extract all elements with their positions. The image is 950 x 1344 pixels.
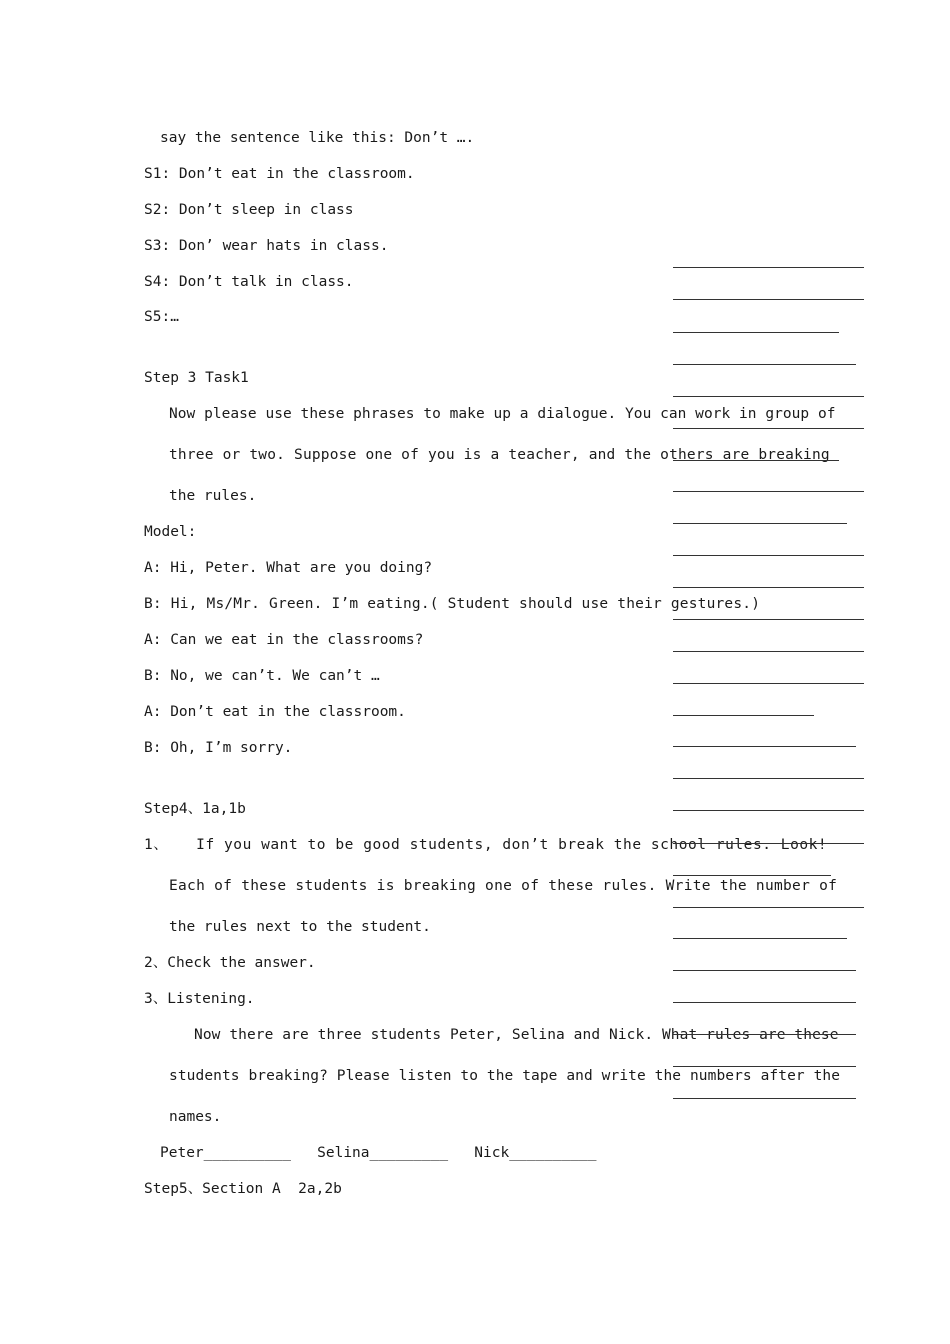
note-line xyxy=(673,875,831,876)
text-line: S4: Don’t talk in class. xyxy=(144,274,354,290)
note-line xyxy=(673,938,847,939)
note-line xyxy=(673,1034,856,1035)
section-heading: Step4、1a,1b xyxy=(144,801,246,817)
text-line: B: Oh, I’m sorry. xyxy=(144,740,293,756)
answer-blanks-line: Peter__________ Selina_________ Nick__________ xyxy=(160,1145,597,1161)
text-line: 3、Listening. xyxy=(144,991,255,1007)
note-line xyxy=(673,778,864,779)
text-line: 1、 If you want to be good students, don’t break the school rules. Look! xyxy=(144,837,828,853)
text-line: S1: Don’t eat in the classroom. xyxy=(144,166,415,182)
text-line: B: Hi, Ms/Mr. Green. I’m eating.( Student should use their gestures.) xyxy=(144,596,761,612)
text-line: A: Hi, Peter. What are you doing? xyxy=(144,560,433,576)
text-line: Model: xyxy=(144,524,197,540)
note-line xyxy=(673,523,847,524)
note-line xyxy=(673,267,864,268)
text-line: 2、Check the answer. xyxy=(144,955,316,971)
note-line xyxy=(673,299,864,300)
text-line: Now there are three students Peter, Selina and Nick. What rules are these xyxy=(194,1027,839,1043)
note-line xyxy=(673,491,864,492)
note-line xyxy=(673,587,864,588)
note-line xyxy=(673,1066,856,1067)
note-line xyxy=(673,396,864,397)
note-line xyxy=(673,810,864,811)
note-line xyxy=(673,619,864,620)
text-line: S2: Don’t sleep in class xyxy=(144,202,354,218)
note-line xyxy=(673,843,864,844)
text-line: S5:… xyxy=(144,309,179,325)
note-line xyxy=(673,715,814,716)
note-line xyxy=(673,907,864,908)
note-line xyxy=(673,555,864,556)
note-line xyxy=(673,460,839,461)
note-line xyxy=(673,683,864,684)
text-line: names. xyxy=(169,1109,222,1125)
note-line xyxy=(673,1002,856,1003)
text-line: the rules. xyxy=(169,488,257,504)
section-heading: Step5、Section A 2a,2b xyxy=(144,1181,342,1197)
note-line xyxy=(673,428,864,429)
text-line: A: Don’t eat in the classroom. xyxy=(144,704,406,720)
note-line xyxy=(673,1098,856,1099)
text-line: S3: Don’ wear hats in class. xyxy=(144,238,389,254)
section-heading: Step 3 Task1 xyxy=(144,370,249,386)
note-line xyxy=(673,970,856,971)
text-line: the rules next to the student. xyxy=(169,919,431,935)
text-line: three or two. Suppose one of you is a teacher, and the others are breaking xyxy=(169,447,830,463)
text-line: B: No, we can’t. We can’t … xyxy=(144,668,380,684)
text-line: Each of these students is breaking one of these rules. Write the number of xyxy=(169,878,838,894)
note-line xyxy=(673,364,856,365)
text-line: Now please use these phrases to make up a dialogue. You can work in group of xyxy=(169,406,836,422)
text-line: students breaking? Please listen to the tape and write the numbers after the xyxy=(169,1068,841,1084)
note-line xyxy=(673,651,864,652)
text-line: A: Can we eat in the classrooms? xyxy=(144,632,424,648)
note-line xyxy=(673,332,839,333)
text-line: say the sentence like this: Don’t …. xyxy=(160,130,475,146)
note-line xyxy=(673,746,856,747)
